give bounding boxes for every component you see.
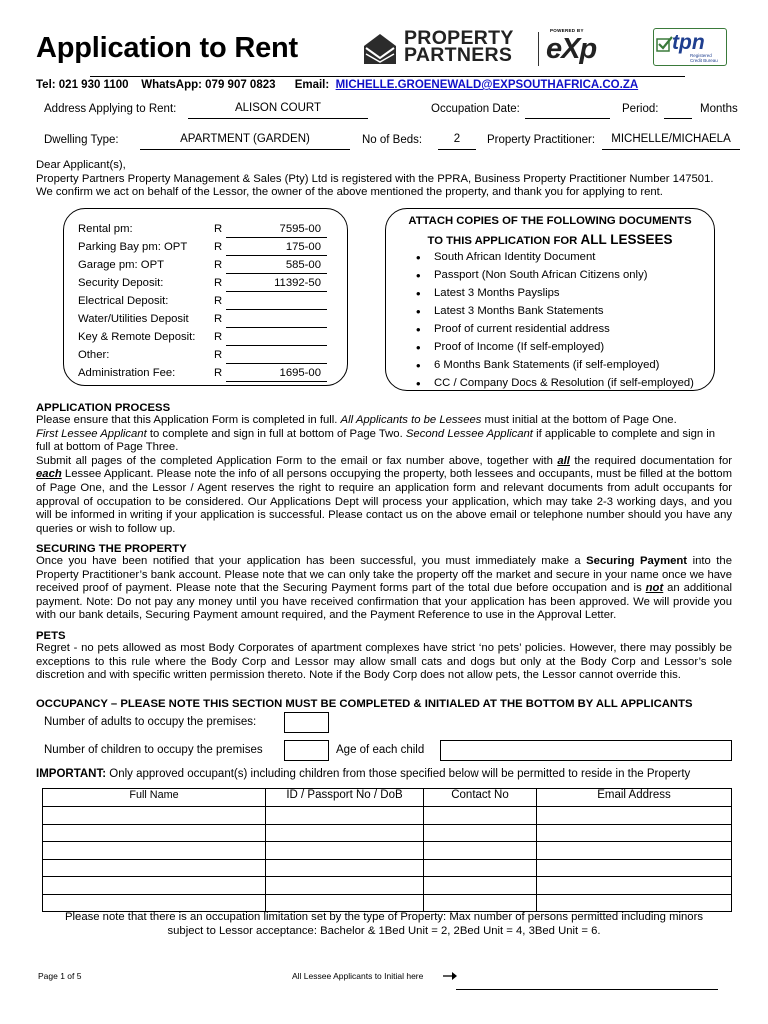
table-cell[interactable]	[537, 877, 732, 895]
fee-label: Key & Remote Deposit:	[78, 331, 196, 343]
pets-section	[36, 630, 732, 683]
documents-list	[416, 251, 694, 395]
fee-currency: R	[214, 349, 223, 361]
fee-currency: R	[214, 295, 223, 307]
table-row	[43, 824, 732, 842]
table-row	[43, 842, 732, 860]
house-logo-icon	[362, 32, 398, 66]
occupants-table	[42, 788, 732, 912]
documents-subheading-text: TO THIS APPLICATION FOR	[427, 235, 578, 247]
document-item: • Proof of current residential address	[416, 323, 694, 341]
document-item: • Latest 3 Months Bank Statements	[416, 305, 694, 323]
email-link[interactable]: MICHELLE.GROENEWALD@EXPSOUTHAFRICA.CO.ZA	[335, 79, 639, 91]
logo-divider	[538, 32, 539, 66]
important-text: Only approved occupant(s) including children from those specified below will be permitted to reside in the Property	[106, 768, 691, 780]
arrow-right-icon	[442, 971, 458, 981]
fee-label: Administration Fee:	[78, 367, 176, 379]
table-cell[interactable]	[266, 859, 424, 877]
table-cell[interactable]	[424, 877, 537, 895]
col-email-address: Email Address	[537, 789, 732, 807]
document-item: • CC / Company Docs & Resolution (if self-employed)	[416, 377, 694, 395]
fee-amount-field[interactable]	[226, 295, 327, 310]
table-cell[interactable]	[266, 824, 424, 842]
months-label: Months	[700, 103, 738, 115]
occupancy-heading: OCCUPANCY – PLEASE NOTE THIS SECTION MUST BE COMPLETED & INITIALED AT THE BOTTOM BY ALL APPLICANTS	[36, 698, 693, 710]
fee-currency: R	[214, 313, 223, 325]
fee-amount-field[interactable]: 7595-00	[226, 223, 327, 238]
exp-logo-text: eXp	[546, 33, 597, 65]
col-contact-no: Contact No	[424, 789, 537, 807]
initial-line[interactable]	[456, 989, 718, 990]
document-item: • Passport (Non South African Citizens only)	[416, 269, 694, 287]
application-process-p3: Submit all pages of the completed Application Form to the email or fax number above, together with all the required documentation for each Lessee Applicant. Please note the info of all persons occupying the property, both lessees and occupants, must be filled at the bottom of Page One, and the Lessor / Agent reserves the right to require an application form and relevant documents from adult occupants for approval of occupation to be considered. Our Applications Dept will process your application, which may take 2-3 working days, and you will be informed in writing if your application is successful. Please contact us on the above email or telephone number should you have any queries or wish to follow up.	[36, 454, 733, 535]
fee-amount-field[interactable]: 175-00	[226, 241, 327, 256]
no-of-beds-label: No of Beds:	[362, 134, 423, 146]
table-cell[interactable]	[424, 859, 537, 877]
table-cell[interactable]	[43, 859, 266, 877]
col-full-name: Full Name	[43, 789, 266, 807]
intro-confirmation: We confirm we act on behalf of the Lessor, the owner of the above mentioned the property, and thank you for applying to rent.	[36, 186, 663, 199]
adults-label: Number of adults to occupy the premises:	[44, 716, 257, 728]
table-cell[interactable]	[266, 807, 424, 825]
table-cell[interactable]	[266, 894, 424, 912]
application-process-heading: APPLICATION PROCESS	[36, 402, 171, 414]
table-row	[43, 894, 732, 912]
children-input[interactable]	[284, 740, 329, 761]
table-cell[interactable]	[266, 877, 424, 895]
fee-row	[78, 295, 338, 309]
intro-paragraph	[36, 159, 736, 200]
securing-paragraph: Once you have been notified that your application has been successful, you must immediately make a Securing Payment into the Property Practitioner’s bank account. Please note that we can only take the property off the market and secure in your name once we have received proof of payment. Please note that the Securing Payment forms part of the total due before occupation and is not an additional payment. Note: Do not pay any money until you have received confirmation that your application has been approved. We will provide you with our bank details, Securing Payment amount required, and the Payment Reference to use in the Approval Letter.	[36, 555, 732, 622]
fees-box	[63, 208, 348, 386]
document-item: • Latest 3 Months Payslips	[416, 287, 694, 305]
fee-row	[78, 223, 338, 237]
application-process-p1: Please ensure that this Application Form is completed in full. All Applicants to be Lessees must initial at the bottom of Page One.	[36, 414, 677, 426]
fee-row	[78, 277, 338, 291]
fee-amount-field[interactable]	[226, 349, 327, 364]
table-cell[interactable]	[537, 894, 732, 912]
fee-currency: R	[214, 277, 223, 289]
intro-greeting: Dear Applicant(s),	[36, 159, 126, 171]
table-cell[interactable]	[537, 842, 732, 860]
fee-row	[78, 331, 338, 345]
fee-currency: R	[214, 331, 223, 343]
logo-property-text: PROPERTY	[404, 27, 514, 49]
fee-amount-field[interactable]: 11392-50	[226, 277, 327, 292]
securing-heading: SECURING THE PROPERTY	[36, 543, 187, 555]
fee-row	[78, 259, 338, 273]
occupation-limit-line2: subject to Lessor acceptance: Bachelor & 1Bed Unit = 2, 2Bed Unit = 4, 3Bed Unit = 6.	[167, 924, 601, 937]
fee-row	[78, 313, 338, 327]
document-item: • Proof of Income (If self-employed)	[416, 341, 694, 359]
tpn-logo-text: tpn	[672, 31, 705, 54]
important-note	[36, 768, 690, 780]
documents-all-lessees: ALL LESSEES	[580, 232, 673, 247]
occupation-limit-note	[36, 911, 732, 938]
fee-label: Water/Utilities Deposit	[78, 313, 189, 325]
document-item: • 6 Months Bank Statements (if self-employed)	[416, 359, 694, 377]
table-row	[43, 807, 732, 825]
securing-section	[36, 543, 732, 623]
table-cell[interactable]	[43, 894, 266, 912]
table-row	[43, 877, 732, 895]
adults-input[interactable]	[284, 712, 329, 733]
table-cell[interactable]	[43, 842, 266, 860]
table-cell[interactable]	[537, 807, 732, 825]
important-label: IMPORTANT:	[36, 768, 107, 780]
page-title: Application to Rent	[36, 32, 299, 64]
table-cell[interactable]	[43, 824, 266, 842]
table-cell[interactable]	[266, 842, 424, 860]
fee-currency: R	[214, 367, 223, 379]
fee-amount-field[interactable]: 1695-00	[226, 367, 327, 382]
children-label: Number of children to occupy the premises	[44, 744, 263, 756]
initial-instruction: All Lessee Applicants to Initial here	[292, 971, 424, 981]
table-cell[interactable]	[424, 842, 537, 860]
period-label: Period:	[622, 103, 659, 115]
fee-row	[78, 367, 338, 381]
table-cell[interactable]	[43, 877, 266, 895]
document-item: • South African Identity Document	[416, 251, 694, 269]
table-cell[interactable]	[537, 859, 732, 877]
fee-label: Security Deposit:	[78, 277, 164, 289]
practitioner-field[interactable]: MICHELLE/MICHAELA	[602, 133, 740, 150]
table-row	[43, 859, 732, 877]
no-of-beds-field[interactable]: 2	[438, 133, 476, 150]
fee-currency: R	[214, 241, 223, 253]
documents-box	[385, 208, 715, 391]
practitioner-label: Property Practitioner:	[487, 134, 596, 146]
fee-amount-field[interactable]: 585-00	[226, 259, 327, 274]
address-label: Address Applying to Rent:	[44, 103, 177, 115]
fee-amount-field[interactable]	[226, 313, 327, 328]
age-label: Age of each child	[336, 744, 425, 756]
fee-amount-field[interactable]	[226, 331, 327, 346]
fee-currency: R	[214, 223, 223, 235]
occupation-date-field[interactable]	[525, 102, 610, 119]
occupation-limit-line1: Please note that there is an occupation limitation set by the type of Property: Max number of persons permitted including minors	[65, 911, 703, 923]
page-number: Page 1 of 5	[38, 971, 82, 981]
property-partners-logo	[362, 27, 532, 68]
address-field[interactable]: ALISON COURT	[188, 102, 368, 119]
contact-line	[36, 79, 638, 91]
documents-subheading	[386, 232, 714, 247]
application-process-p2: First Lessee Applicant to complete and sign in full at bottom of Page Two. Second Lessee Applicant if applicable to complete and sign in full at bottom of Page Three.	[36, 427, 716, 454]
fee-label: Rental pm:	[78, 223, 133, 235]
table-cell[interactable]	[43, 807, 266, 825]
tpn-logo	[653, 28, 727, 66]
pets-heading: PETS	[36, 630, 66, 642]
fee-label: Parking Bay pm: OPT	[78, 241, 188, 253]
fee-currency: R	[214, 259, 223, 271]
whatsapp-text: WhatsApp: 079 907 0823	[141, 79, 276, 91]
table-cell[interactable]	[424, 807, 537, 825]
exp-powered-text: POWERED BY	[550, 28, 584, 33]
age-input[interactable]	[440, 740, 732, 761]
table-cell[interactable]	[424, 894, 537, 912]
tel-text: Tel: 021 930 1100	[36, 79, 129, 91]
tpn-sub-text-2: Credit Bureau	[690, 58, 718, 63]
period-field[interactable]	[664, 102, 692, 119]
application-process-section	[36, 402, 732, 536]
tpn-sub-text-1: Registered	[690, 53, 712, 58]
dwelling-type-label: Dwelling Type:	[44, 134, 119, 146]
exp-logo	[546, 28, 618, 68]
fee-label: Other:	[78, 349, 110, 361]
fee-label: Garage pm: OPT	[78, 259, 165, 271]
logo-partners-text: PARTNERS	[404, 44, 513, 66]
fee-row	[78, 241, 338, 255]
header-divider	[90, 76, 685, 77]
table-cell[interactable]	[424, 824, 537, 842]
email-label: Email:	[294, 79, 330, 91]
fee-row	[78, 349, 338, 363]
pets-paragraph: Regret - no pets allowed as most Body Corporates of apartment complexes have strict ‘no pets’ policies. However, there may possibly be exceptions to this rule where the Body Corp and Lessor may allow small cats and dogs but only at the Body Corp and Lessor’s sole discretion and with specific written permission thereto. Note if the Body Corp does not allow pets, the Lessor cannot override this.	[36, 642, 732, 682]
fee-label: Electrical Deposit:	[78, 295, 169, 307]
documents-heading: ATTACH COPIES OF THE FOLLOWING DOCUMENTS	[408, 215, 692, 227]
table-cell[interactable]	[537, 824, 732, 842]
dwelling-type-field[interactable]: APARTMENT (GARDEN)	[140, 133, 350, 150]
col-id-passport: ID / Passport No / DoB	[266, 789, 424, 807]
occupation-date-label: Occupation Date:	[431, 103, 520, 115]
intro-registration: Property Partners Property Management & Sales (Pty) Ltd is registered with the PPRA, Business Property Practitioner Number 147501.	[36, 172, 714, 185]
